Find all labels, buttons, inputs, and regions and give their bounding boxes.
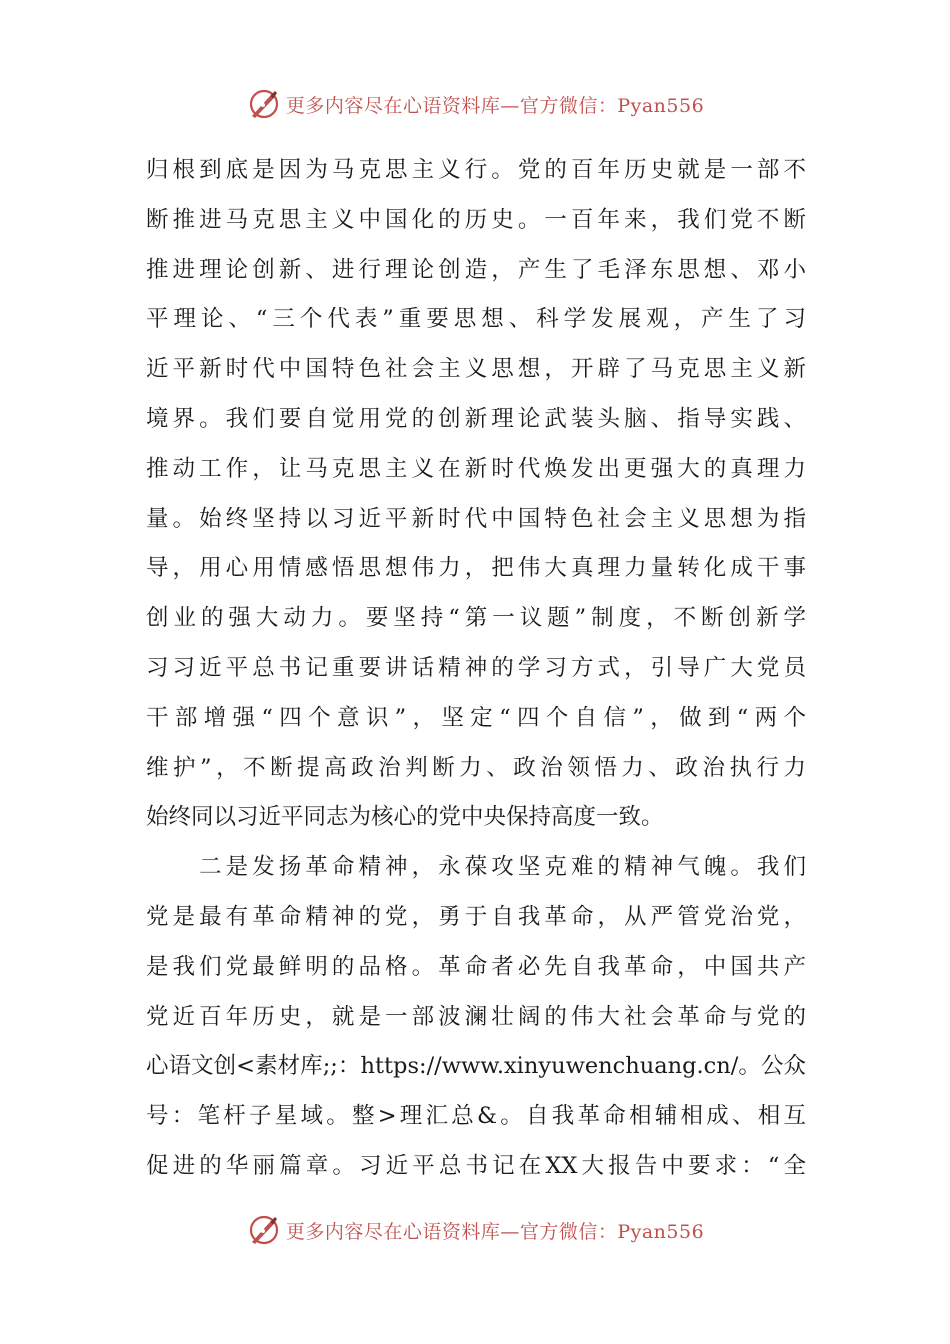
body-line-9: 导，用心用情感悟思想伟力，把伟大真理力量转化成干事: [146, 555, 806, 582]
body-line-10: 创业的强大动力。要坚持“第一议题”制度，不断创新学: [146, 605, 806, 632]
body-line-7: 推动工作，让马克思主义在新时代焕发出更强大的真理力: [146, 455, 806, 482]
body-line-16: 党是最有革命精神的党，勇于自我革命，从严管党治党，: [146, 903, 806, 930]
body-line-4: 平理论、“三个代表”重要思想、科学发展观，产生了习: [146, 306, 806, 333]
body-line-14: 始终同以习近平同志为核心的党中央保持高度一致。: [146, 804, 664, 831]
header-banner-text: 更多内容尽在心语资料库—官方微信：Pyan556: [285, 94, 705, 117]
body-line-12: 干部增强“四个意识”，坚定“四个自信”，做到“两个: [146, 704, 806, 731]
pen-logo-icon: [246, 86, 282, 122]
body-line-6: 境界。我们要自觉用党的创新理论武装头脑、指导实践、: [146, 405, 806, 432]
body-line-2: 断推进马克思主义中国化的历史。一百年来，我们党不断: [146, 206, 806, 233]
footer-banner-text: 更多内容尽在心语资料库—官方微信：Pyan556: [285, 1220, 705, 1243]
footer-banner: [0, 1210, 950, 1250]
body-line-19: 心语文创<素材库;;：https://www.xinyuwenchuang.cn/。公众: [146, 1053, 806, 1080]
body-line-17: 是我们党最鲜明的品格。革命者必先自我革命，中国共产: [146, 953, 806, 980]
body-line-11: 习习近平总书记重要讲话精神的学习方式，引导广大党员: [146, 654, 806, 681]
body-line-8: 量。始终坚持以习近平新时代中国特色社会主义思想为指: [146, 505, 806, 532]
document-body: [146, 146, 806, 1192]
body-line-18: 党近百年历史，就是一部波澜壮阔的伟大社会革命与党的: [146, 1003, 806, 1030]
body-line-5: 近平新时代中国特色社会主义思想，开辟了马克思主义新: [146, 356, 806, 383]
body-line-15: 二是发扬革命精神，永葆攻坚克难的精神气魄。我们: [146, 854, 806, 881]
body-line-3: 推进理论创新、进行理论创造，产生了毛泽东思想、邓小: [146, 256, 806, 283]
body-line-21: 促进的华丽篇章。习近平总书记在XX大报告中要求：“全: [146, 1152, 806, 1179]
pen-logo-icon: [246, 1212, 282, 1248]
body-line-20: 号：笔杆子星域。整>理汇总&。自我革命相辅相成、相互: [146, 1103, 806, 1130]
body-line-13: 维护”，不断提高政治判断力、政治领悟力、政治执行力: [146, 754, 806, 781]
body-line-1: 归根到底是因为马克思主义行。党的百年历史就是一部不: [146, 157, 806, 183]
header-banner: [0, 84, 950, 124]
